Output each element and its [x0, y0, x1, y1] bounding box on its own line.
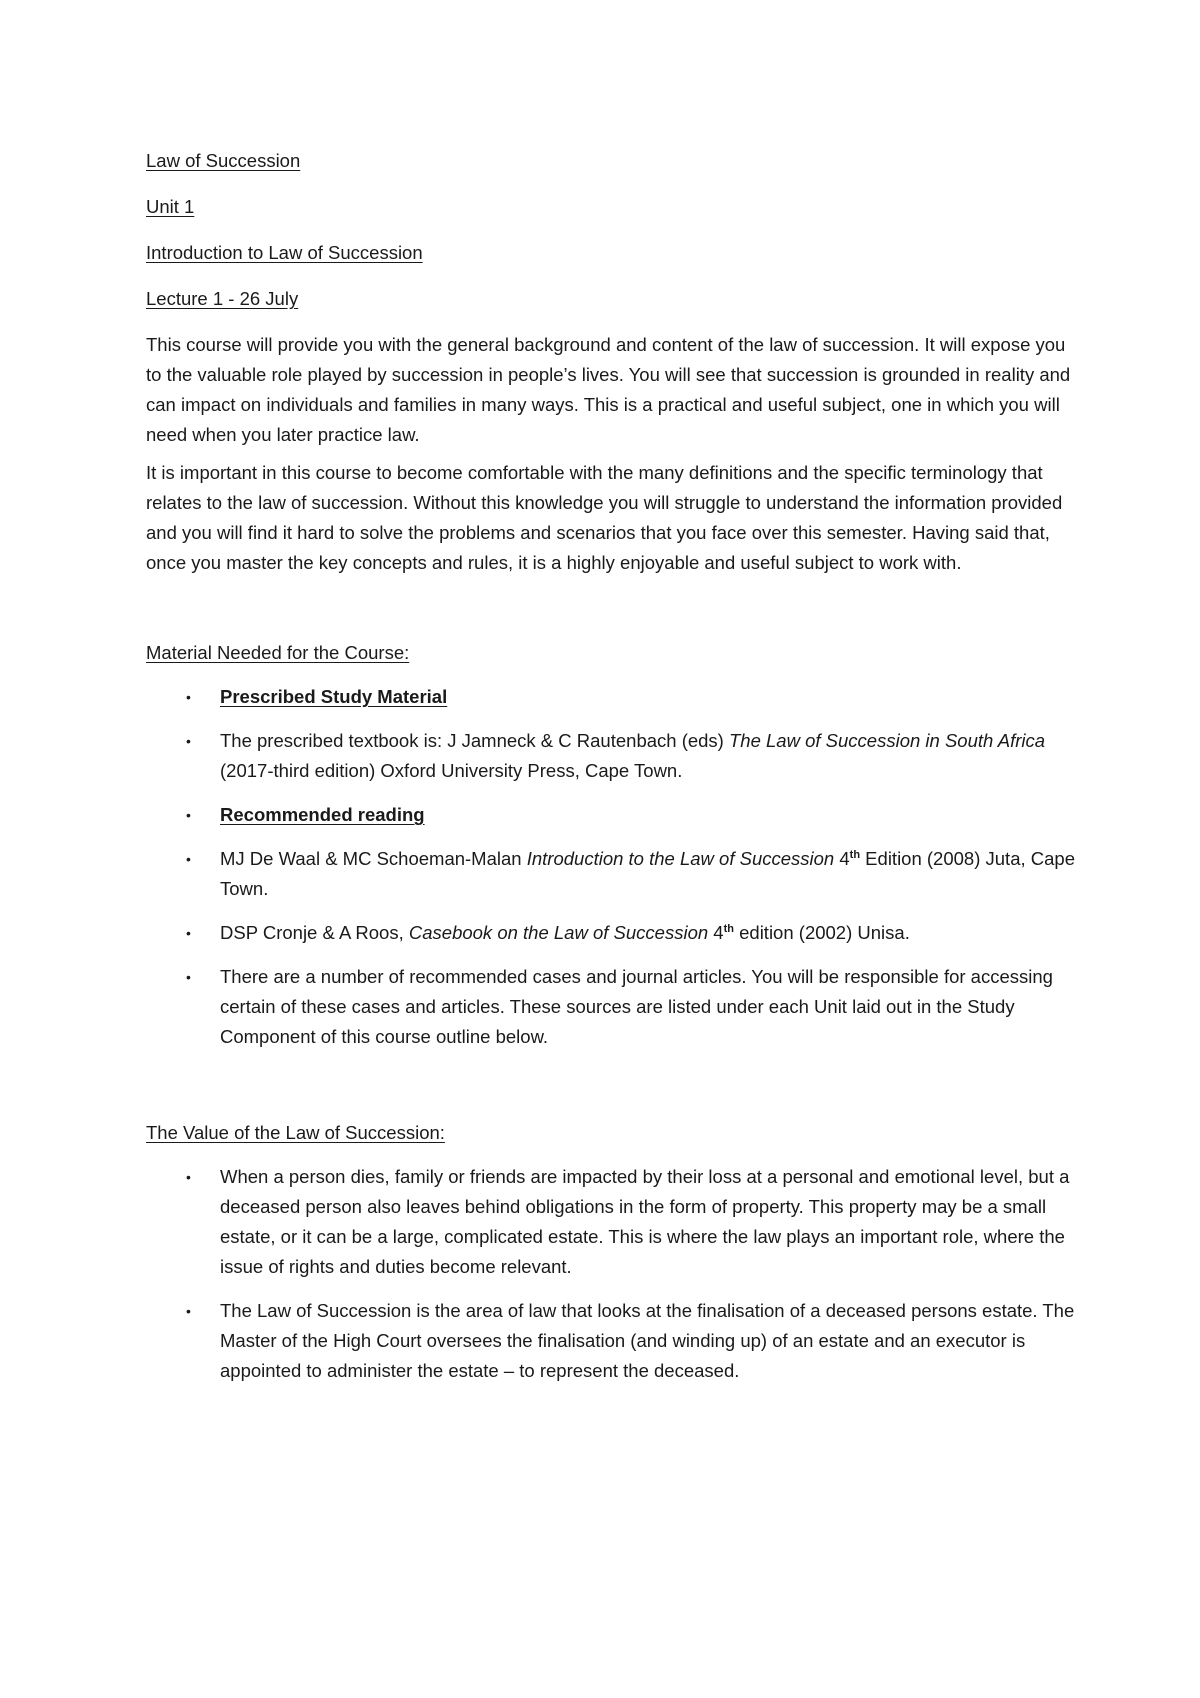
- cronje-edition-sup: th: [723, 922, 734, 935]
- bullet-icon: •: [186, 1303, 191, 1319]
- cronje-edition: 4: [708, 922, 724, 943]
- lecture-title: Lecture 1 - 26 July: [146, 288, 299, 309]
- unit-title: Unit 1: [146, 196, 195, 217]
- list-item: [146, 962, 1076, 1052]
- list-item: [146, 1162, 1076, 1282]
- value-section-title: The Value of the Law of Succession:: [146, 1122, 445, 1143]
- bullet-icon: •: [186, 733, 191, 749]
- textbook-title: The Law of Succession in South Africa: [729, 730, 1046, 751]
- value-bullet-text: When a person dies, family or friends are impacted by their loss at a personal and emotional level, but a deceased person also leaves behind obligations in the form of property. This property may be a small estate, or it can be a large, complicated estate. This is where the law plays an important role, where the issue of rights and duties become relevant.: [220, 1166, 1070, 1277]
- intro-paragraph: This course will provide you with the general background and content of the law of succession. It will expose you to the valuable role played by succession in people’s lives. You will see that succession is grounded in reality and can impact on individuals and families in many ways. This is a practical and useful subject, one in which you will need when you later practice law.: [146, 334, 1071, 445]
- unit-subtitle: Introduction to Law of Succession: [146, 242, 423, 263]
- material-list: [146, 682, 1076, 1052]
- bullet-icon: •: [186, 1169, 191, 1185]
- value-bullet-text: The Law of Succession is the area of law that looks at the finalisation of a deceased persons estate. The Master of the High Court oversees the finalisation (and winding up) of an estate and an executor is appointed to administer the estate – to represent the deceased.: [220, 1300, 1075, 1381]
- course-title: Law of Succession: [146, 150, 301, 171]
- bullet-icon: •: [186, 807, 191, 823]
- bullet-icon: •: [186, 851, 191, 867]
- dewaal-edition-sup: th: [849, 848, 861, 861]
- recommended-heading: Recommended reading: [220, 804, 425, 825]
- bullet-icon: •: [186, 925, 191, 941]
- section-spacer: [146, 586, 1076, 638]
- section-spacer: [146, 1066, 1076, 1118]
- dewaal-after: Edition (2008) Juta, Cape Town.: [220, 848, 1075, 899]
- cronje-before: DSP Cronje & A Roos,: [220, 922, 409, 943]
- material-section-title: Material Needed for the Course:: [146, 642, 410, 663]
- bullet-icon: •: [186, 689, 191, 705]
- cases-text: There are a number of recommended cases and journal articles. You will be responsible for accessing certain of these cases and articles. These sources are listed under each Unit laid out in the Study Component of this course outline below.: [220, 966, 1053, 1047]
- intro-paragraph: It is important in this course to become comfortable with the many definitions and the specific terminology that relates to the law of succession. Without this knowledge you will struggle to understand the information provided and you will find it hard to solve the problems and scenarios that you face over this semester. Having said that, once you master the key concepts and rules, it is a highly enjoyable and useful subject to work with.: [146, 462, 1063, 573]
- cronje-after: edition (2002) Unisa.: [733, 922, 910, 943]
- list-item: [146, 844, 1076, 904]
- bullet-icon: •: [186, 969, 191, 985]
- value-list: [146, 1162, 1076, 1386]
- list-item: [146, 682, 1076, 712]
- dewaal-title: Introduction to the Law of Succession: [526, 848, 835, 869]
- list-item: [146, 1296, 1076, 1386]
- dewaal-before: MJ De Waal & MC Schoeman-Malan: [220, 848, 527, 869]
- prescribed-heading: Prescribed Study Material: [220, 686, 448, 707]
- list-item: [146, 918, 1076, 948]
- list-item: [146, 726, 1076, 786]
- dewaal-edition: 4: [834, 848, 850, 869]
- cronje-title: Casebook on the Law of Succession: [408, 922, 709, 943]
- textbook-after: (2017-third edition) Oxford University Press, Cape Town.: [220, 760, 683, 781]
- list-item: [146, 800, 1076, 830]
- document-content: [146, 146, 1076, 1400]
- textbook-before: The prescribed textbook is: J Jamneck & C Rautenbach (eds): [220, 730, 729, 751]
